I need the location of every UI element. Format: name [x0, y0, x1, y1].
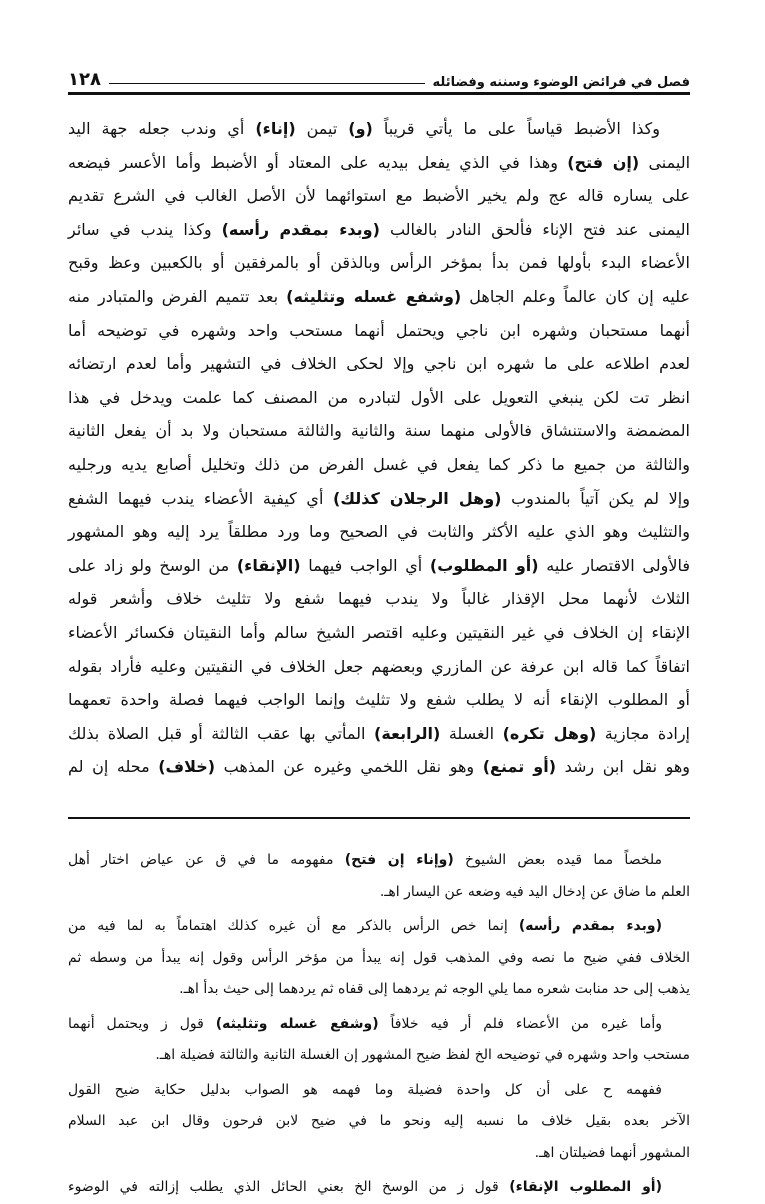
text-run: الخلاف ففي ضيح ما نصه وفي المذهب قول إنه يبدأ من مؤخر الرأس وقول إنه يبدأ من وسطه ثم — [68, 949, 690, 966]
main-text-line — [68, 683, 690, 717]
main-text-line — [68, 112, 690, 146]
main-text-line — [68, 414, 690, 448]
text-run: ففهمه ح على أن كل واحدة فضيلة وما فهمه هو الصواب بدليل حكاية ضيح القول — [68, 1081, 662, 1098]
bold-quote: (وشفع غسله وتثليثه) — [286, 286, 462, 306]
text-run: انظر تت لكن ينبغي التعويل على الأول لتبادره من المصنف كما علمت ويدخل في هذا — [68, 387, 690, 407]
text-run: بعد تتميم الفرض والمتبادر منه — [68, 286, 287, 306]
main-text-line — [68, 280, 690, 314]
text-run: المشهور أنهما فضيلتان اهـ. — [534, 1144, 690, 1161]
footnotes — [68, 842, 690, 1204]
footnote-line — [68, 1106, 690, 1138]
text-run: مستحب واحد وشهره في توضيحه الخ لفظ ضيح المشهور إن الغسلة الثانية والثالثة فضيلة اهـ. — [155, 1047, 690, 1063]
text-run: اتفاقاً كما قاله ابن عرفة عن المازري وبعضهم جعل الخلاف في النقيتين وعليه فأراد بقوله — [68, 656, 690, 676]
text-run: قول ز ويحتمل أنهما — [68, 1015, 216, 1032]
main-text-line — [68, 650, 690, 684]
text-run: الإنقاء إن الخلاف في غير النقيتين وعليه اقتصر الشيخ سالم وأما النقيتان فكسائر الأعضاء — [68, 622, 690, 642]
header-rule — [109, 83, 425, 84]
header-divider — [68, 92, 690, 95]
text-run: فالأولى الاقتصار عليه — [538, 555, 690, 575]
text-run: ملخصاً مما قيده بعض الشيوخ — [453, 852, 663, 868]
main-text-line — [68, 549, 690, 583]
bold-quote: (و) — [348, 119, 373, 138]
footnote-line — [68, 845, 690, 877]
main-text-line — [68, 448, 690, 482]
text-run: من الوسخ ولو زاد على — [68, 555, 237, 575]
text-run: العلم ما ضاق عن إدخال اليد فيه وضعه عن اليسار اهـ. — [379, 883, 690, 900]
main-text-line — [68, 146, 690, 180]
text-run: قول ز من الوسخ الخ بعني الحائل الذي يطلب إزالته في الوضوء — [68, 1179, 510, 1195]
text-run: عليه إن كان عالماً وعلم الجاهل — [461, 286, 691, 306]
main-text-line — [68, 582, 690, 616]
text-run: يذهب إلى حد منابت شعره مما يلي الوجه ثم يردهما إلى قفاه ثم يردهما إلى حيث بدأ اهـ. — [179, 981, 690, 997]
footnote-line — [68, 1075, 690, 1107]
chapter-title: فصل في فرائض الوضوء وسننه وفضائله — [432, 75, 690, 90]
text-run: وإلا لم يكن آتياً بالمندوب — [501, 488, 690, 508]
text-run: إرادة مجازية — [596, 723, 690, 743]
bold-quote: (الإنقاء) — [236, 555, 301, 575]
text-run: أو المطلوب الإنقاء أنه لا يطلب شفع ولا تثليث وإنما الواجب فيهما فصلة واحدة تعمهما — [68, 690, 690, 710]
main-text — [68, 112, 690, 784]
running-header — [68, 60, 690, 90]
footnote-line — [68, 1040, 690, 1072]
footnote-line — [68, 877, 690, 909]
bold-quote: (إن فتح) — [567, 152, 640, 172]
text-run: أي وندب جعله جهة اليد — [68, 119, 256, 138]
bold-quote: (وهل تكره) — [502, 723, 597, 743]
text-run: المأتي بها عقب الثالثة أو قبل الصلاة بذلك — [68, 723, 375, 743]
bold-quote: (وبدء بمقدم رأسه) — [518, 918, 662, 934]
text-run: الأعضاء البدء بأولها فمن بدأ بمؤخر الرأس وبالذقن أو بالمرفقين أو بالكعبين وعظ وقبح — [68, 253, 690, 273]
footnote-divider — [68, 817, 690, 819]
text-run: وهو نقل اللخمي وغيره عن المذهب — [215, 757, 483, 777]
main-text-line — [68, 347, 690, 381]
bold-quote: (أو المطلوب) — [429, 555, 539, 575]
main-text-line — [68, 717, 690, 751]
bold-quote: (وبدء بمقدم رأسه) — [221, 219, 380, 239]
text-run: إنما خص الرأس بالذكر مع أن غيره كذلك اهتماماً به لما فيه من — [68, 918, 519, 934]
main-text-line — [68, 246, 690, 280]
bold-quote: (وإناء إن فتح) — [344, 852, 454, 868]
footnote-line — [68, 943, 690, 975]
text-run: مفهومه ما في ق عن عياض اختار أهل — [68, 852, 345, 868]
text-run: المضمضة والاستنشاق فالأولى منهما سنة والثانية والثالثة مستحبان ولا بد أن يفعل الثانية — [68, 421, 690, 441]
bold-quote: (أو تمنع) — [482, 757, 557, 777]
text-run: محله إن لم — [68, 757, 159, 777]
text-run: أنهما مستحبان وشهره ابن ناجي ويحتمل أنهما مستحب واحد وشهره في توضيحه أما — [68, 320, 690, 340]
main-text-line — [68, 482, 690, 516]
text-run: تيمن — [295, 119, 349, 138]
text-run: وكذا يندب في سائر — [68, 219, 222, 239]
text-run: الغسلة — [440, 723, 503, 743]
text-run: أي الواجب فيهما — [300, 555, 430, 575]
footnote-line — [68, 911, 690, 943]
text-run: على يساره قاله عج ولم يخير الأضبط مع استوائهما لأن الأصل الغالب في الشرع تقديم — [68, 186, 690, 206]
main-text-line — [68, 616, 690, 650]
bold-quote: (وشفع غسله وتثليثه) — [215, 1015, 379, 1032]
text-run: وهو نقل ابن رشد — [556, 757, 691, 777]
text-run: الآخر بعده بقيل خلاف ما نسبه إليه ونحو ما في ضيح لابن فرحون وقال ابن عبد السلام — [68, 1113, 690, 1129]
text-run: والتثليث وهو الذي عليه الأكثر والثابت في الصحيح وما ورد مطلقاً يرد إليه وهو المشهور — [68, 522, 690, 542]
text-run: أي كيفية الأعضاء يندب فيهما الشفع — [68, 488, 334, 508]
text-run: وكذا الأضبط قياساً على ما يأتي قريباً — [372, 119, 661, 138]
text-run: الثلاث لأنهما محل الإقذار غالباً ولا يندب فيهما شفع ولا تثليث خلاف وأشعر قوله — [68, 589, 690, 609]
bold-quote: (إناء) — [255, 119, 296, 138]
footnote-line — [68, 1009, 690, 1041]
main-text-line — [68, 314, 690, 348]
main-text-line — [68, 381, 690, 415]
text-run: لعدم اطلاعه على ما شهره ابن ناجي وإلا لحكى الخلاف في التشهير وأما لعدم ارتضائه — [68, 354, 690, 374]
text-run: اليمنى عند فتح الإناء فألحق النادر بالغالب — [379, 219, 690, 239]
footnote-line — [68, 1172, 690, 1204]
main-text-line — [68, 213, 690, 247]
bold-quote: (أو المطلوب الإنقاء) — [509, 1179, 662, 1195]
bold-quote: (وهل الرجلان كذلك) — [333, 488, 502, 508]
text-run: وأما غيره من الأعضاء فلم أر فيه خلافاً — [378, 1015, 662, 1032]
text-run: وهذا في الذي يفعل بيديه على المعتاد أو الأضبط وأما الأعسر فيضعه — [68, 152, 568, 172]
text-run: اليمنى — [639, 152, 691, 172]
main-text-line — [68, 179, 690, 213]
footnote-line — [68, 1138, 690, 1170]
bold-quote: (الرابعة) — [374, 723, 441, 743]
footnote-line — [68, 974, 690, 1006]
page-number: ١٢٨ — [68, 69, 101, 90]
main-text-line — [68, 515, 690, 549]
text-run: والثالثة من جميع ما ذكر كما يفعل في غسل الفرض من ذلك وتخليل أصابع يديه ورجليه — [68, 454, 690, 474]
main-text-line — [68, 750, 690, 784]
bold-quote: (خلاف) — [158, 757, 216, 777]
